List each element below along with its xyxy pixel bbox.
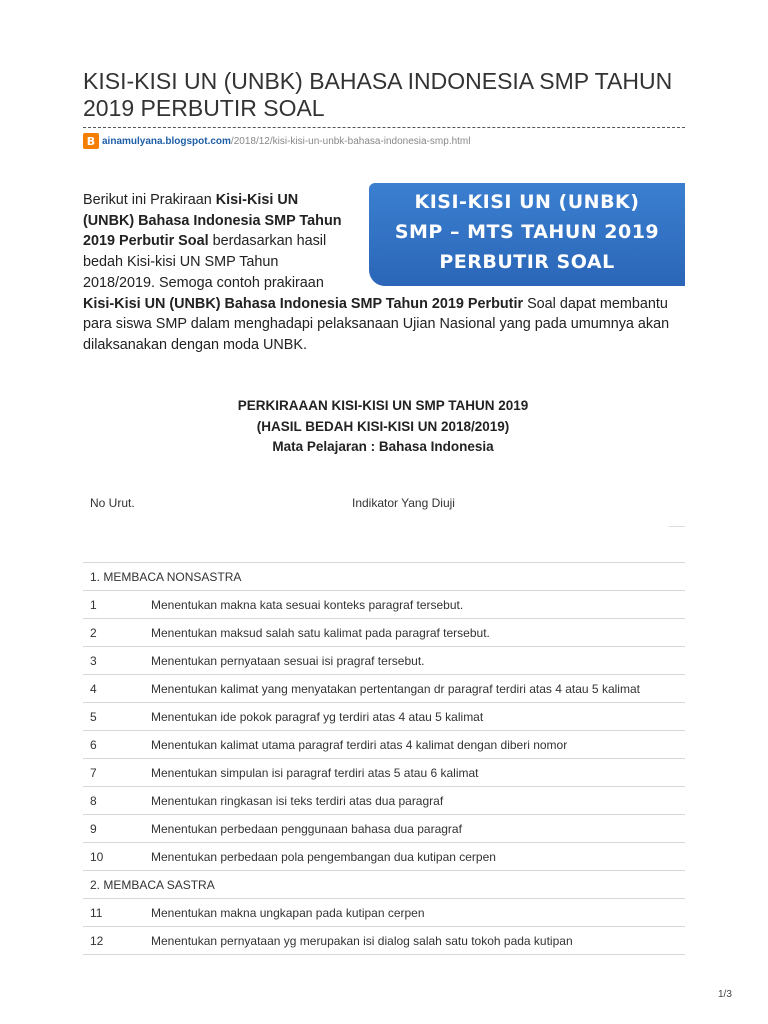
row-indicator: Menentukan pernyataan sesuai isi pragraf tersebut. (151, 654, 425, 668)
table-row (83, 590, 685, 618)
row-indicator: Menentukan makna kata sesuai konteks paragraf tersebut. (151, 598, 464, 612)
intro-text-3: Soal dapat membantu para siswa SMP dalam menghadapi pelaksanaan Ujian Nasional yang pada umumnya akan dilaksanakan dengan moda UNBK. (83, 295, 670, 353)
row-number: 2 (90, 626, 97, 640)
heading-line-3: Mata Pelajaran : Bahasa Indonesia (272, 439, 494, 454)
page-number: 1/3 (718, 989, 732, 1000)
row-number: 10 (90, 850, 104, 864)
intro-text-1: Berikut ini Prakiraan (83, 192, 216, 208)
row-indicator: Menentukan pernyataan yg merupakan isi dialog salah satu tokoh pada kutipan (151, 934, 573, 948)
row-number: 4 (90, 682, 97, 696)
banner-line-3: PERBUTIR SOAL (439, 251, 615, 273)
intro-bold-2: Kisi-Kisi UN (UNBK) Bahasa Indonesia SMP Tahun 2019 Perbutir (83, 295, 524, 312)
row-indicator: Menentukan makna ungkapan pada kutipan cerpen (151, 906, 425, 920)
row-number: 9 (90, 822, 97, 836)
heading-line-1: PERKIRAAAN KISI-KISI UN SMP TAHUN 2019 (237, 398, 529, 413)
header-rule (669, 526, 685, 527)
intro-text-2: berdasarkan hasil bedah Kisi-kisi UN SMP Tahun 2018/2019. Semoga contoh prakiraan (83, 233, 327, 291)
table-row (83, 618, 685, 646)
intro-bold-1: Kisi-Kisi UN (UNBK) Bahasa Indonesia SMP Tahun 2019 Perbutir Soal (83, 192, 342, 250)
row-indicator: Menentukan kalimat utama paragraf terdiri atas 4 kalimat dengan diberi nomor (151, 738, 568, 752)
title-divider (83, 127, 685, 128)
section-1-rows (83, 590, 685, 870)
row-number: 8 (90, 794, 97, 808)
page-title: KISI-KISI UN (UNBK) BAHASA INDONESIA SMP TAHUN 2019 PERBUTIR SOAL (83, 68, 673, 121)
section-row: 1. MEMBACA NONSASTRA (83, 562, 685, 590)
table-row (83, 646, 685, 674)
row-indicator: Menentukan kalimat yang menyatakan pertentangan dr paragraf terdiri atas 4 atau 5 kalimat (151, 682, 640, 696)
row-indicator: Menentukan simpulan isi paragraf terdiri atas 5 atau 6 kalimat (151, 766, 479, 780)
banner-line-2: SMP – MTS TAHUN 2019 (394, 221, 660, 243)
row-number: 1 (90, 598, 97, 612)
row-indicator: Menentukan ide pokok paragraf yg terdiri atas 4 atau 5 kalimat (151, 710, 484, 724)
row-indicator: Menentukan maksud salah satu kalimat pada paragraf tersebut. (151, 626, 490, 640)
row-number: 3 (90, 654, 97, 668)
table-row (83, 926, 685, 954)
source-link[interactable] (83, 133, 470, 149)
section-2-rows (83, 898, 685, 954)
column-header-no: No Urut. (90, 496, 135, 510)
banner-image (369, 183, 685, 286)
table-row (83, 786, 685, 814)
table-row (83, 730, 685, 758)
heading-line-2: (HASIL BEDAH KISI-KISI UN 2018/2019) (256, 418, 510, 434)
table-row (83, 702, 685, 730)
source-path[interactable]: /2018/12/kisi-kisi-un-unbk-bahasa-indonesia-smp.html (230, 135, 471, 147)
table-row (83, 814, 685, 842)
banner-line-1: KISI-KISI UN (UNBK) (414, 191, 640, 213)
blogger-icon: B (83, 133, 99, 149)
section-row: 2. MEMBACA SASTRA (83, 870, 685, 898)
row-number: 7 (90, 766, 97, 780)
row-number: 5 (90, 710, 97, 724)
row-number: 6 (90, 738, 97, 752)
source-domain[interactable]: ainamulyana.blogspot.com (102, 135, 231, 147)
table-row (83, 898, 685, 926)
row-indicator: Menentukan perbedaan pola pengembangan dua kutipan cerpen (151, 850, 496, 864)
table-row (83, 842, 685, 870)
row-indicator: Menentukan ringkasan isi teks terdiri atas dua paragraf (151, 794, 444, 808)
row-number: 11 (90, 906, 103, 920)
indicator-table (83, 562, 685, 955)
table-row (83, 674, 685, 702)
intro-paragraph (83, 190, 685, 356)
row-number: 12 (90, 934, 104, 948)
table-row (83, 758, 685, 786)
table-bottom-rule (83, 954, 685, 955)
table-heading (83, 396, 683, 458)
row-indicator: Menentukan perbedaan penggunaan bahasa dua paragraf (151, 822, 462, 836)
column-header-indicator: Indikator Yang Diuji (352, 496, 455, 510)
